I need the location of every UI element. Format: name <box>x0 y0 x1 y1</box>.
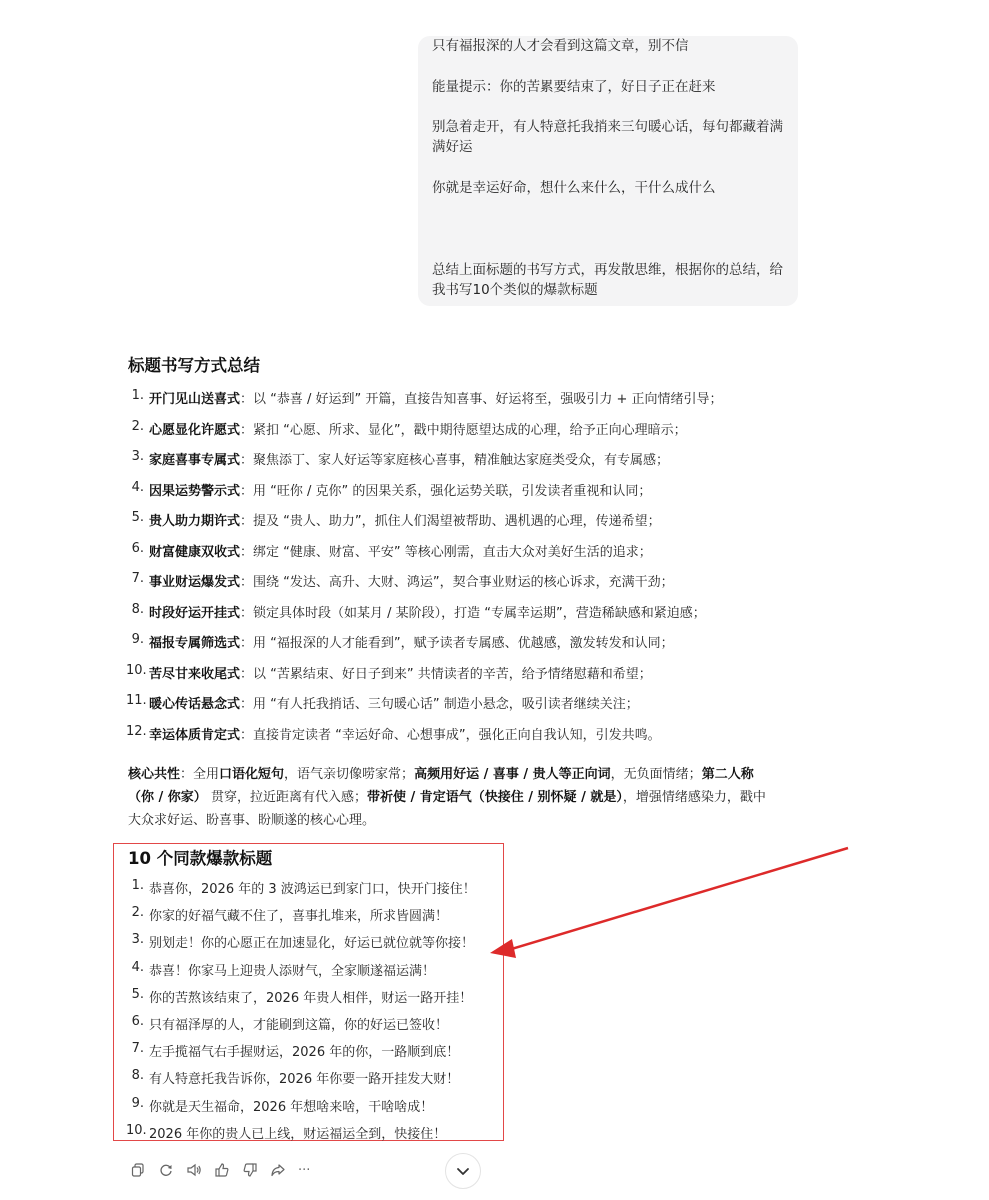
item-description: ：绑定 “健康、财富、平安” 等核心刚需，直击大众对美好生活的追求； <box>240 544 652 560</box>
item-number: 10. <box>126 662 147 678</box>
user-message-line: 你就是幸运好命，想什么来什么，干什么成什么 <box>432 180 716 196</box>
item-text <box>149 571 674 590</box>
user-message-line: 别急着走开，有人特意托我捎来三句暖心话，每句都藏着满 <box>432 119 783 135</box>
scroll-down-button[interactable] <box>445 1153 481 1189</box>
item-number: 6. <box>131 1014 144 1029</box>
item-text <box>149 449 669 468</box>
item-text <box>149 632 674 651</box>
item-number: 3. <box>131 449 144 464</box>
item-number: 5. <box>131 986 144 1002</box>
item-text <box>149 480 651 499</box>
item-description: ：直接肯定读者 “幸运好命、心想事成”，强化正向自我认知，引发共鸣。 <box>240 727 661 743</box>
item-number: 3. <box>131 932 144 948</box>
item-description: ：用 “有人托我捎话、三句暖心话” 制造小悬念，吸引读者继续关注； <box>240 697 639 712</box>
chevron-down-icon <box>456 1167 470 1176</box>
core-paragraph <box>128 763 808 832</box>
core-bold: 口语化短句 <box>219 767 285 782</box>
summary-heading: 标题书写方式总结 <box>128 356 260 375</box>
core-bold: 高频用好运 / 喜事 / 贵人等正向词 <box>414 767 611 782</box>
item-bold-label: 财富健康双收式 <box>149 544 241 560</box>
title-text: 你的苦熬该结束了，2026 年贵人相伴，财运一路开挂！ <box>149 990 473 1006</box>
item-bold-label: 暖心传话悬念式 <box>149 697 241 712</box>
arrow-line <box>508 848 848 950</box>
user-message-line: 总结上面标题的书写方式，再发散思维，根据你的总结，给 <box>432 262 783 278</box>
item-text <box>149 602 706 621</box>
item-number: 4. <box>131 479 144 495</box>
item-text <box>149 419 687 438</box>
user-message-line: 能量提示：你的苦累要结束了，好日子正在赶来 <box>432 79 716 95</box>
title-text: 2026 年你的贵人已上线，财运福运全到，快接住！ <box>149 1126 447 1142</box>
share-icon[interactable] <box>270 1162 286 1178</box>
core-bold: （你 / 你家） <box>128 790 207 805</box>
item-text <box>149 510 661 529</box>
item-number: 11. <box>126 693 147 708</box>
speaker-icon[interactable] <box>186 1162 202 1178</box>
item-description: ：以 “苦累结束、好日子到来” 共情读者的辛苦，给予情绪慰藉和希望； <box>240 666 652 682</box>
item-bold-label: 事业财运爆发式 <box>149 575 241 590</box>
item-bold-label: 幸运体质肯定式 <box>149 727 241 743</box>
thumbs-up-icon[interactable] <box>214 1162 230 1178</box>
item-bold-label: 福报专属筛选式 <box>149 636 241 651</box>
item-number: 8. <box>131 601 144 617</box>
copy-icon[interactable] <box>130 1162 146 1178</box>
item-bold-label: 家庭喜事专属式 <box>149 453 241 468</box>
item-text <box>149 388 723 407</box>
item-number: 6. <box>131 540 144 556</box>
title-text: 别划走！你的心愿正在加速显化，好运已就位就等你接！ <box>149 936 475 952</box>
item-description: ：围绕 “发达、高升、大财、鸿运”，契合事业财运的核心诉求，充满干劲； <box>240 575 674 590</box>
user-message-line: 满好运 <box>432 139 473 155</box>
item-description: ：以 “恭喜 / 好运到” 开篇，直接告知喜事、好运将至，强吸引力 + 正向情绪引导； <box>240 392 723 407</box>
title-text: 恭喜你，2026 年的 3 波鸿运已到家门口，快开门接住！ <box>149 882 476 897</box>
item-number: 12. <box>126 723 147 739</box>
item-text <box>149 724 661 743</box>
item-number: 1. <box>131 878 144 893</box>
item-number: 9. <box>131 1095 144 1111</box>
more-icon[interactable]: ··· <box>298 1162 311 1178</box>
item-bold-label: 贵人助力期许式 <box>149 514 241 529</box>
item-bold-label: 心愿显化许愿式 <box>149 422 241 438</box>
user-message-line: 我书写10个类似的爆款标题 <box>432 282 598 298</box>
item-description: ：用 “福报深的人才能看到”，赋予读者专属感、优越感，激发转发和认同； <box>240 636 674 651</box>
item-description: ：用 “旺你 / 克你” 的因果关系，强化运势关联，引发读者重视和认同； <box>240 483 652 499</box>
item-bold-label: 时段好运开挂式 <box>149 605 241 621</box>
core-bold: 带祈使 / 肯定语气（快接住 / 别怀疑 / 就是） <box>366 790 623 805</box>
message-actions-toolbar <box>130 1160 310 1180</box>
user-message-bubble <box>418 36 798 306</box>
title-text: 恭喜！你家马上迎贵人添财气，全家顺遂福运满！ <box>149 963 436 979</box>
item-description: ：聚焦添丁、家人好运等家庭核心喜事，精准触达家庭类受众，有专属感； <box>240 453 670 468</box>
item-bold-label: 因果运势警示式 <box>149 483 241 499</box>
core-label: 核心共性 <box>128 767 181 782</box>
item-text <box>149 541 652 560</box>
core-text: 贯穿，拉近距离有代入感； <box>206 790 367 805</box>
item-bold-label: 开门见山送喜式 <box>149 392 241 407</box>
core-text: ，无负面情绪； <box>610 767 702 782</box>
item-number: 2. <box>131 905 144 921</box>
core-bold: 第二人称 <box>701 767 754 782</box>
item-description: ：锁定具体时段（如某月 / 某阶段），打造 “专属幸运期”，营造稀缺感和紧迫感； <box>240 605 706 621</box>
title-text: 只有福泽厚的人，才能刷到这篇，你的好运已签收！ <box>149 1018 449 1033</box>
item-number: 7. <box>131 571 144 586</box>
title-text: 有人特意托我告诉你，2026 年你要一路开挂发大财！ <box>149 1072 460 1088</box>
item-number: 4. <box>131 959 144 975</box>
item-number: 7. <box>131 1041 144 1057</box>
core-text: ，增强情绪感染力，戳中 <box>622 790 766 805</box>
title-text: 你就是天生福命，2026 年想啥来啥，干啥啥成！ <box>149 1099 434 1115</box>
core-text: ，语气亲切像唠家常； <box>284 767 415 782</box>
item-number: 9. <box>131 632 144 647</box>
title-text: 你家的好福气藏不住了，喜事扎堆来，所求皆圆满！ <box>149 909 449 925</box>
item-number: 5. <box>131 510 144 525</box>
core-text: 大众求好运、盼喜事、盼顺遂的核心心理。 <box>128 813 376 828</box>
regenerate-icon[interactable] <box>158 1162 174 1178</box>
core-text: ：全用 <box>180 767 220 782</box>
item-description: ：紧扣 “心愿、所求、显化”，戳中期待愿望达成的心理，给予正向心理暗示； <box>240 422 687 438</box>
item-text <box>149 663 652 682</box>
item-description: ：提及 “贵人、助力”，抓住人们渴望被帮助、遇机遇的心理，传递希望； <box>240 514 661 529</box>
titles-heading: 10 个同款爆款标题 <box>128 849 273 868</box>
item-text <box>149 693 639 712</box>
item-number: 2. <box>131 418 144 434</box>
item-number: 10. <box>126 1122 147 1138</box>
thumbs-down-icon[interactable] <box>242 1162 258 1178</box>
item-number: 8. <box>131 1068 144 1084</box>
user-message-line: 只有福报深的人才会看到这篇文章，别不信 <box>432 38 689 54</box>
item-number: 1. <box>131 388 144 403</box>
title-text: 左手揽福气右手握财运，2026 年的你，一路顺到底！ <box>149 1045 460 1061</box>
item-bold-label: 苦尽甘来收尾式 <box>149 666 241 682</box>
